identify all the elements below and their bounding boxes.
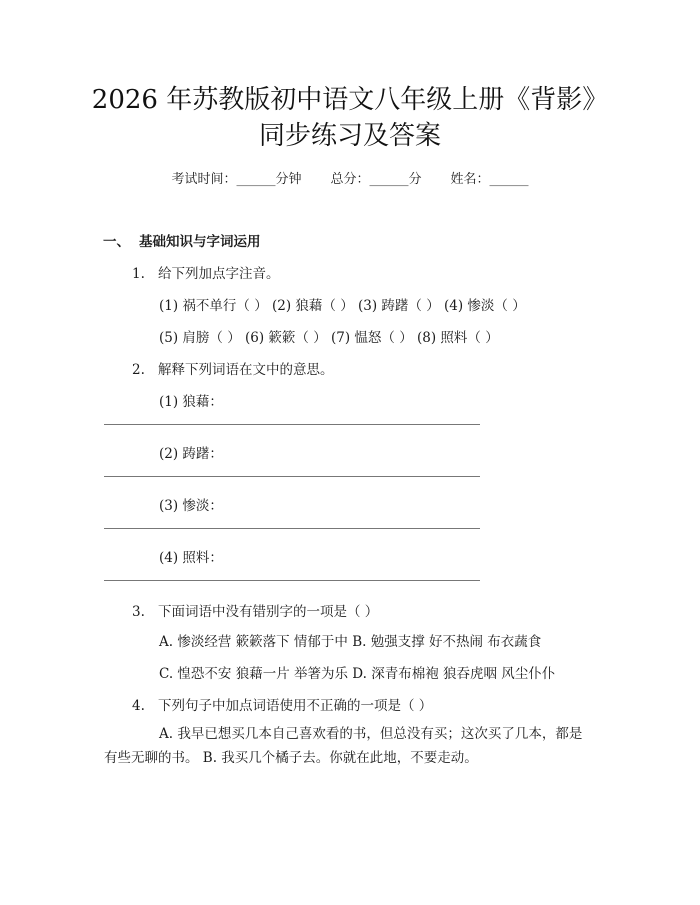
question-number: 4. <box>132 698 145 714</box>
answer-line[interactable] <box>104 424 480 425</box>
question-4 <box>132 694 432 714</box>
section-number: 一、 <box>103 234 130 250</box>
question-prompt: 给下列加点字注音。 <box>158 266 280 282</box>
answer-line[interactable] <box>104 528 480 529</box>
answer-line[interactable] <box>104 476 480 477</box>
pinyin-row-1: (1) 祸不单行（ ） (2) 狼藉（ ） (3) 踌躇（ ） (4) 惨淡（ ） <box>159 298 526 314</box>
exam-time-field: 考试时间：______分钟 <box>171 172 302 187</box>
question-prompt: 下面词语中没有错别字的一项是（ ） <box>158 604 379 620</box>
definition-item: (4) 照料： <box>159 550 223 566</box>
question-prompt: 下列句子中加点词语使用不正确的一项是（ ） <box>158 698 433 714</box>
choice-row-1: A. 惨淡经营 簌簌落下 情郁于中 B. 勉强支撑 好不热闹 布衣蔬食 <box>159 634 542 650</box>
question-2 <box>132 358 334 378</box>
question-prompt: 解释下列词语在文中的意思。 <box>158 362 334 378</box>
question-number: 2. <box>132 362 145 378</box>
page-subtitle: 同步练习及答案 <box>258 121 441 151</box>
exam-meta <box>0 168 700 187</box>
answer-line[interactable] <box>104 580 480 581</box>
question-number: 3. <box>132 604 145 620</box>
definition-item: (1) 狼藉： <box>159 394 223 410</box>
page-title: 2026 年苏教版初中语文八年级上册《背影》 <box>91 85 609 115</box>
pinyin-row-2: (5) 肩膀（ ） (6) 簌簌（ ） (7) 愠怒（ ） (8) 照料（ ） <box>159 330 499 346</box>
total-score-field: 总分：______分 <box>330 172 422 187</box>
definition-item: (3) 惨淡： <box>159 498 223 514</box>
question-1 <box>132 262 280 282</box>
section-title: 基础知识与字词运用 <box>139 234 261 250</box>
choice-paragraph: A. 我早已想买几本自己喜欢看的书，但总没有买；这次买了几本，都是有些无聊的书。 B. 我买几个橘子去。你就在此地，不要走动。 <box>104 726 583 766</box>
question-3 <box>132 600 378 620</box>
definition-item: (2) 踌躇： <box>159 446 223 462</box>
question-number: 1. <box>132 266 145 282</box>
student-name-field: 姓名：______ <box>450 172 529 187</box>
choice-row-2: C. 惶恐不安 狼藉一片 举箸为乐 D. 深青布棉袍 狼吞虎咽 风尘仆仆 <box>159 666 556 682</box>
section-heading <box>103 230 261 250</box>
